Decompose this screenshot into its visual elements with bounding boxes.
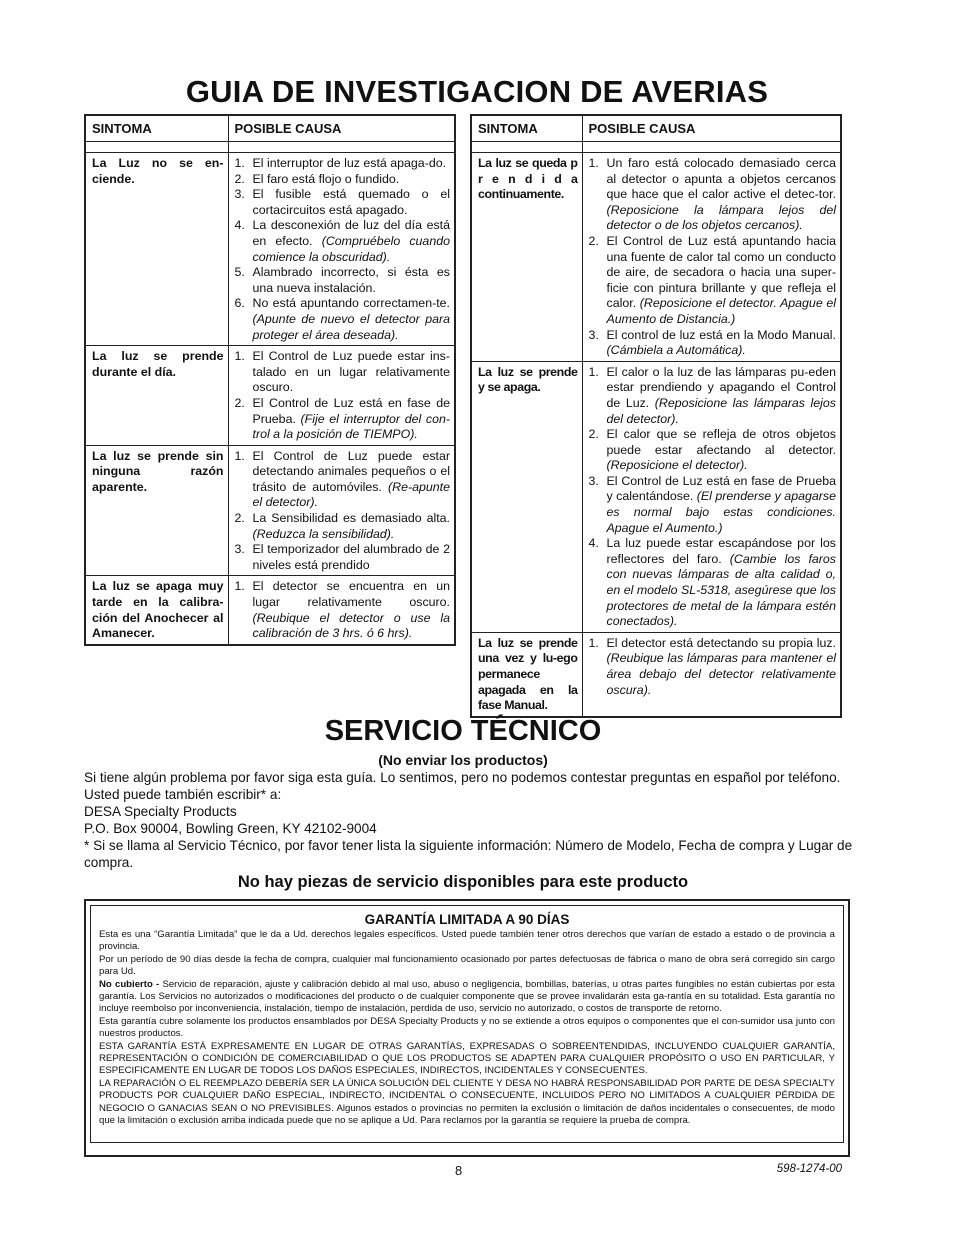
list-item	[235, 396, 451, 443]
remedy-text: (Apunte de nuevo el detector para proteger el área deseada).	[252, 311, 450, 342]
cause-number: 5.	[234, 265, 245, 280]
cause-number: 6.	[234, 296, 245, 311]
remedy-text: (Compruébelo cuando comience la obscuridad).	[252, 233, 450, 264]
cause-list	[235, 349, 451, 443]
right-troubleshooting-table	[470, 114, 842, 718]
symptom-cell: La luz se prende una vez y lu-ego permanece apagada en la fase Manual.	[471, 632, 582, 716]
list-item	[589, 156, 837, 234]
list-item	[589, 234, 837, 328]
cause-number: 1.	[234, 448, 245, 463]
warranty-box	[84, 899, 850, 1157]
cause-text-wrap	[253, 187, 451, 218]
service-title: SERVICIO TÉCNICO	[324, 715, 602, 747]
warranty-paragraph: Por un período de 90 días desde la fecha de compra, cualquier mal funcionamiento ocasionado por partes defectuosas de fábrica o mano de obra será corregido sin cargo para Ud.	[99, 953, 835, 978]
symptom-header: SINTOMA	[471, 115, 582, 142]
cause-cell	[228, 346, 455, 446]
cause-text: Alambrado incorrecto, si ésta es una nueva instalación.	[252, 265, 450, 295]
warranty-text	[99, 929, 835, 1128]
list-item	[589, 474, 837, 536]
cause-text: El Control de Luz puede estar detectando animales pequeños o el trásito de automóviles.	[252, 448, 450, 494]
warranty-paragraph: ESTA GARANTÍA ESTÁ EXPRESAMENTE EN LUGAR DE OTRAS GARANTÍAS, EXPRESADAS O SOBREENTENDIDAS, INCLUYENDO CUALQUIER GARANTÍA, REPRESENTACIÓN O CONDICIÓN DE COMERCIABILIDAD O QUE LOS PRODUCTOS SE ADAPTEN PARA CUALQUIER PROPÓSITO O USO EN PARTICULAR, Y ESPECIFICAMENTE EN LUGAR DE TODOS LOS DAÑOS ESPECIALES, INDIRECTOS, INCIDENTALES Y CONSECUENTES.	[99, 1040, 835, 1077]
list-item	[235, 265, 451, 296]
list-item	[235, 156, 451, 172]
list-item	[589, 328, 837, 359]
header-spacer	[471, 142, 841, 153]
cause-number: 2.	[234, 171, 245, 186]
list-item	[235, 542, 451, 573]
cause-number: 2.	[588, 427, 599, 442]
list-item	[235, 511, 451, 542]
cause-text: La desconexión de luz del día está en efecto.	[252, 218, 450, 248]
cause-text: El Control de Luz está en fase de Prueba.	[252, 395, 450, 426]
cause-number: 3.	[588, 327, 599, 342]
page-number: 8	[455, 1163, 463, 1178]
cause-cell	[228, 445, 455, 576]
cause-number: 1.	[588, 156, 599, 170]
table-row	[85, 346, 455, 446]
cause-text: El detector se encuentra en un lugar relativamente oscuro.	[252, 579, 450, 610]
cause-cell	[582, 632, 841, 716]
cause-number: 1.	[588, 364, 599, 379]
cause-number: 1.	[588, 635, 599, 650]
remedy-text: (Reubique el detector o use la calibración de 3 hrs. ó 6 hrs).	[252, 610, 450, 641]
list-item	[589, 536, 837, 630]
cause-number: 2.	[234, 395, 245, 410]
remedy-text: (Reduzca la sensibilidad).	[252, 526, 395, 541]
cause-text: La Sensibilidad es demasiado alta.	[252, 511, 450, 526]
cause-cell	[228, 576, 455, 645]
no-parts-notice: No hay piezas de servicio disponibles para este producto	[237, 873, 689, 891]
cause-text: El control de luz está en la Modo Manual.	[606, 327, 836, 342]
cause-text: No está apuntando correctamen-te.	[252, 296, 450, 311]
cause-header: POSIBLE CAUSA	[228, 115, 455, 142]
remedy-text: (Reubique las lámparas para mantener el área debajo del detector relativamente oscura).	[606, 651, 836, 697]
cause-text-wrap	[607, 536, 837, 630]
page-title: GUIA DE INVESTIGACION DE AVERIAS	[185, 74, 769, 109]
service-line: * Si se llama al Servicio Técnico, por favor tener lista la siguiente información: Número de Modelo, Fecha de compra y Lugar de compra.	[84, 838, 853, 870]
remedy-text: (Re-apunte el detector).	[252, 479, 450, 510]
warranty-caps-text: LA REPARACIÓN O EL REEMPLAZO DEBERÍA SER LA ÚNICA SOLUCIÓN DEL CLIENTE Y DESA NO HABRÁ RESPONSABILIDAD POR PARTE DE DESA SPECIALTY PRODUCTS POR CUALQUIER DAÑO ESPECIAL, INDIRECTO, INCIDENTAL O CONSECUENTE, INCLUIDOS PERO NO LIMITADOS A CUALQUIER PÉRDIDA DE NEGOCIO O GANACIAS SEAN O NO PREVISIBLES.	[99, 1077, 835, 1114]
list-item	[235, 187, 451, 218]
cause-cell	[228, 153, 455, 346]
remedy-text: (Fije el interruptor del con-trol a la posición de TIEMPO).	[252, 411, 450, 442]
list-item	[235, 449, 451, 511]
service-line: P.O. Box 90004, Bowling Green, KY 42102-9004	[84, 821, 377, 836]
cause-text: El detector está detectando su propia luz.	[606, 635, 836, 650]
cause-text-wrap	[253, 172, 451, 188]
remedy-text: (Reposicione el detector. Apague el Aumento de Distancia.)	[606, 296, 837, 326]
list-item	[235, 218, 451, 265]
cause-text-wrap	[253, 396, 451, 443]
remedy-text: (Reposicione el detector).	[606, 458, 748, 473]
cause-text-wrap	[607, 636, 837, 698]
cause-text-wrap	[253, 511, 451, 542]
cause-text-wrap	[607, 474, 837, 536]
cause-text-wrap	[253, 218, 451, 265]
warranty-paragraph	[99, 1078, 835, 1128]
cause-number: 4.	[234, 218, 245, 233]
table-row	[85, 445, 455, 576]
header-spacer	[85, 142, 455, 153]
cause-text-wrap	[253, 449, 451, 511]
cause-text-wrap	[253, 156, 451, 172]
symptom-cell: La luz se queda p r e n d i d a continuamente.	[471, 153, 582, 362]
cause-number: 1.	[234, 349, 245, 364]
service-line: DESA Specialty Products	[84, 804, 237, 819]
cause-text: El calor o la luz de las lámparas pu-eden estar prendiendo y apagando el Control de Luz.	[606, 364, 836, 410]
symptom-cell: La luz se apaga muy tarde en la calibra-ción del Anochecer al Amanecer.	[85, 576, 228, 645]
symptom-cell: La Luz no se en-ciende.	[85, 153, 228, 346]
service-line: Si tiene algún problema por favor siga esta guía. Lo sentimos, pero no podemos contestar preguntas en español por teléfono. Usted puede también escribir* a:	[84, 770, 841, 802]
warranty-rest-text: Algunos estados o provincias no permiten la exclusión o limitación de daños incidentales o consecuentes, de modo que la limitación o exclusión arriba indicada puede que no se aplique a Ud. Para reclamos por la garantía se requiere la prueba de compra.	[99, 1102, 836, 1127]
cause-text-wrap	[253, 579, 451, 641]
service-text	[84, 769, 854, 871]
warranty-paragraph: Esta garantía cubre solamente los productos ensamblados por DESA Specialty Products y no se extiende a otros equipos o componentes que el con-sumidor usa junto con nuestros productos.	[99, 1015, 835, 1040]
cause-list	[589, 636, 837, 698]
cause-text-wrap	[607, 328, 837, 359]
cause-number: 2.	[234, 511, 245, 526]
list-item	[235, 579, 451, 641]
cause-text: El temporizador del alumbrado de 2 niveles está prendido	[252, 542, 450, 572]
symptom-cell: La luz se prende sin ninguna razón aparente.	[85, 445, 228, 576]
not-covered-text: Servicio de reparación, ajuste y calibración debido al mal uso, abuso o negligencia, bombillas, baterías, u otras partes fungibles no están cubiertas por esta garantía. Los Servicios no autorizados o modificaciones del producto o de cualquier componente que se provee invalidarán esta ga-rantía en su totalidad. Esta garantía no incluye reembolso por inconveniencia, instalación, tiempo de instalación, perdida de uso, servicio no autorizado, o costos de transporte de retorno.	[99, 978, 835, 1015]
cause-text-wrap	[607, 234, 837, 328]
cause-number: 2.	[588, 233, 599, 248]
warranty-inner-frame	[90, 905, 844, 1143]
cause-text: El calor que se refleja de otros objetos puede estar afectando al detector.	[606, 427, 836, 457]
cause-number: 3.	[234, 542, 245, 557]
cause-list	[235, 156, 451, 343]
cause-list	[589, 156, 837, 359]
cause-cell	[582, 361, 841, 632]
cause-header: POSIBLE CAUSA	[582, 115, 841, 142]
cause-text-wrap	[607, 427, 837, 474]
cause-text: El faro está flojo o fundido.	[252, 171, 400, 186]
symptom-cell: La luz se prende y se apaga.	[471, 361, 582, 632]
document-number: 598-1274-00	[776, 1163, 842, 1175]
list-item	[589, 365, 837, 427]
cause-cell	[582, 153, 841, 362]
cause-text-wrap	[607, 156, 837, 234]
remedy-text: (Reposicione la lámpara lejos del detector o de los objetos cercanos).	[606, 202, 836, 233]
table-row	[85, 576, 455, 645]
cause-text: El interruptor de luz está apaga-do.	[252, 156, 447, 170]
remedy-text: (Reposicione las lámparas lejos del detector).	[606, 395, 836, 426]
table-row	[471, 153, 841, 362]
cause-text: El fusible está quemado o el cortacircuitos está apagado.	[252, 187, 450, 217]
cause-number: 4.	[588, 536, 599, 551]
cause-text: El Control de Luz puede estar ins-talado en un lugar relativamente oscuro.	[252, 349, 450, 395]
cause-number: 3.	[588, 473, 599, 488]
cause-list	[235, 449, 451, 574]
list-item	[589, 427, 837, 474]
symptom-header: SINTOMA	[85, 115, 228, 142]
cause-number: 1.	[234, 156, 245, 170]
warranty-title: GARANTÍA LIMITADA A 90 DÍAS	[364, 912, 570, 927]
cause-text: El Control de Luz está apuntando hacia una fuente de calor tal como un conducto de aire, de secadora o hacia una super-ficie con pintura brillante y que refleja el calor.	[606, 233, 836, 311]
warranty-paragraph	[99, 979, 835, 1016]
remedy-text: (Cambie los faros con nuevas lámparas de alta calidad o, en el modelo SL-5318, asegúrese que los protectores de metal de la lámpara estén conectados).	[606, 551, 836, 629]
cause-text-wrap	[253, 265, 451, 296]
cause-text: El Control de Luz está en fase de Prueba y calentándose.	[606, 473, 836, 504]
table-row	[85, 153, 455, 346]
warranty-paragraph: Esta es una “Garantía Limitada” que le da a Ud. derechos legales específicos. Usted puede también tener otros derechos que varían de estado a estado o de provincia a provincia.	[99, 929, 835, 953]
list-item	[589, 636, 837, 698]
table-row	[471, 632, 841, 716]
remedy-text: (El prenderse y apagarse es normal bajo estas condiciones. Apague el Aumento.)	[606, 489, 836, 535]
cause-text: La luz puede estar escapándose por los reflectores del faro.	[606, 536, 836, 566]
cause-number: 3.	[234, 187, 245, 202]
cause-text-wrap	[253, 349, 451, 396]
table-row	[471, 361, 841, 632]
list-item	[235, 349, 451, 396]
cause-list	[589, 365, 837, 630]
cause-text-wrap	[253, 296, 451, 343]
list-item	[235, 296, 451, 343]
cause-text: Un faro está colocado demasiado cerca al detector o apunta a objetos cercanos que hace que el calor active el detec-tor.	[606, 156, 836, 202]
service-subtitle: (No enviar los productos)	[378, 752, 548, 768]
symptom-cell: La luz se prende durante el día.	[85, 346, 228, 446]
remedy-text: (Cámbiela a Automática).	[606, 343, 746, 358]
cause-list	[235, 579, 451, 641]
cause-text-wrap	[607, 365, 837, 427]
cause-text-wrap	[253, 542, 451, 573]
left-troubleshooting-table	[84, 114, 456, 646]
not-covered-label: No cubierto -	[99, 978, 163, 990]
list-item	[235, 172, 451, 188]
cause-number: 1.	[234, 579, 245, 594]
